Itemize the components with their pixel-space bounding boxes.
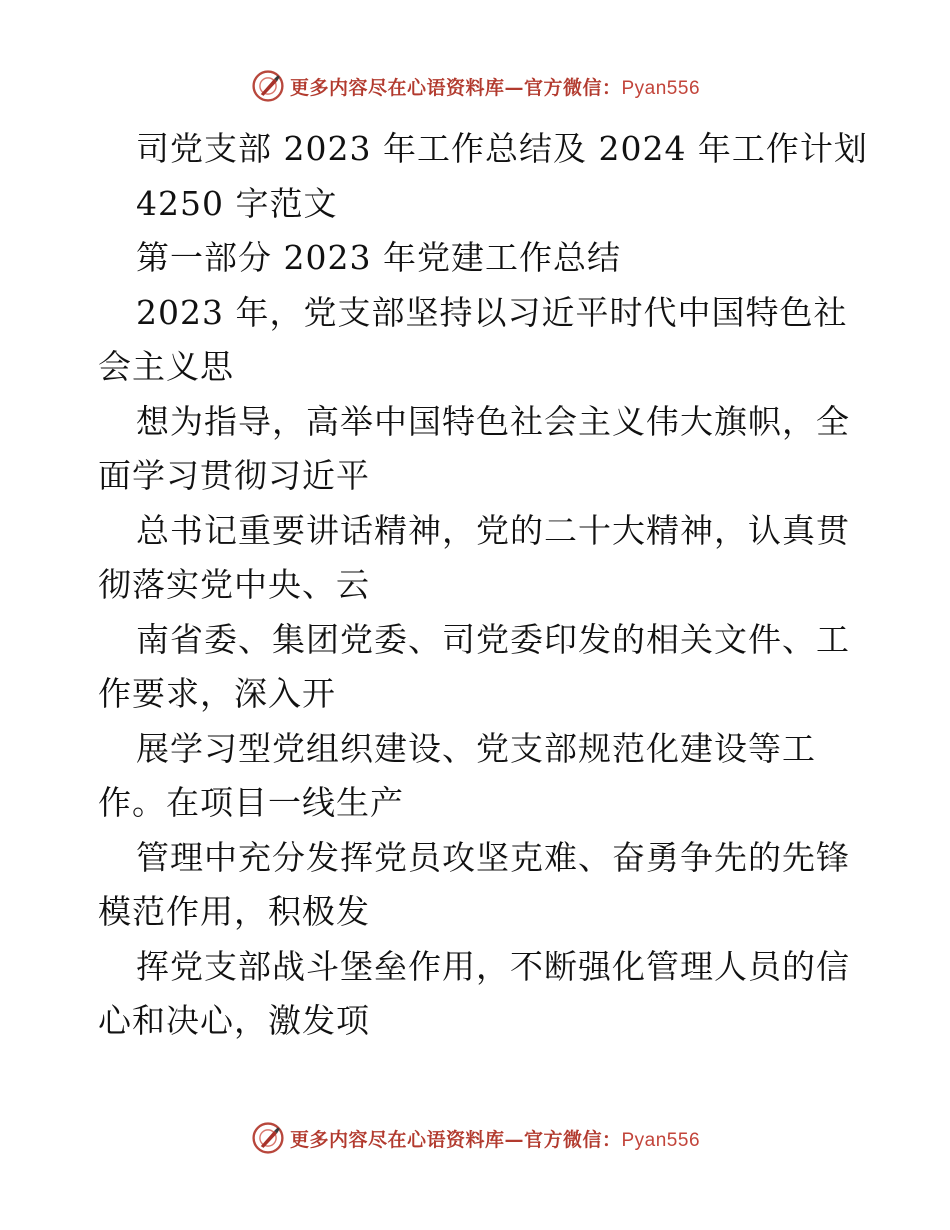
banner-account: Pyan556 (621, 77, 701, 99)
text-line: 第一部分 2023 年党建工作总结 (136, 238, 621, 277)
text-line: 展学习型党组织建设、党支部规范化建设等工 (136, 728, 816, 768)
brush-logo-icon (250, 68, 286, 104)
document-body (98, 122, 868, 1049)
text-line: 会主义思 (98, 347, 234, 386)
text-line: 彻落实党中央、云 (98, 565, 370, 604)
header-watermark-banner (0, 68, 950, 104)
text-line: 总书记重要讲话精神，党的二十大精神，认真贯 (136, 510, 850, 550)
brush-logo-icon (250, 1120, 286, 1156)
text-line: 心和决心，激发项 (98, 1001, 370, 1040)
footer-watermark-banner (0, 1120, 950, 1156)
text-line: 2023 年，党支部坚持以习近平时代中国特色社 (136, 292, 848, 332)
text-line: 司党支部 2023 年工作总结及 2024 年工作计划 (136, 129, 868, 168)
text-line: 作。在项目一线生产 (98, 783, 404, 822)
text-line: 挥党支部战斗堡垒作用，不断强化管理人员的信 (136, 946, 850, 986)
text-line: 4250 字范文 (136, 183, 338, 223)
text-line: 管理中充分发挥党员攻坚克难、奋勇争先的先锋 (136, 837, 850, 877)
banner-account: Pyan556 (621, 1129, 701, 1151)
text-line: 模范作用，积极发 (98, 892, 370, 931)
banner-text: 更多内容尽在心语资料库—官方微信：Pyan556 (289, 76, 701, 99)
banner-text: 更多内容尽在心语资料库—官方微信：Pyan556 (289, 1128, 701, 1151)
text-line: 面学习贯彻习近平 (98, 456, 370, 495)
text-line: 想为指导，高举中国特色社会主义伟大旗帜，全 (136, 401, 850, 441)
text-line: 作要求，深入开 (98, 674, 336, 713)
text-line: 南省委、集团党委、司党委印发的相关文件、工 (136, 619, 850, 659)
